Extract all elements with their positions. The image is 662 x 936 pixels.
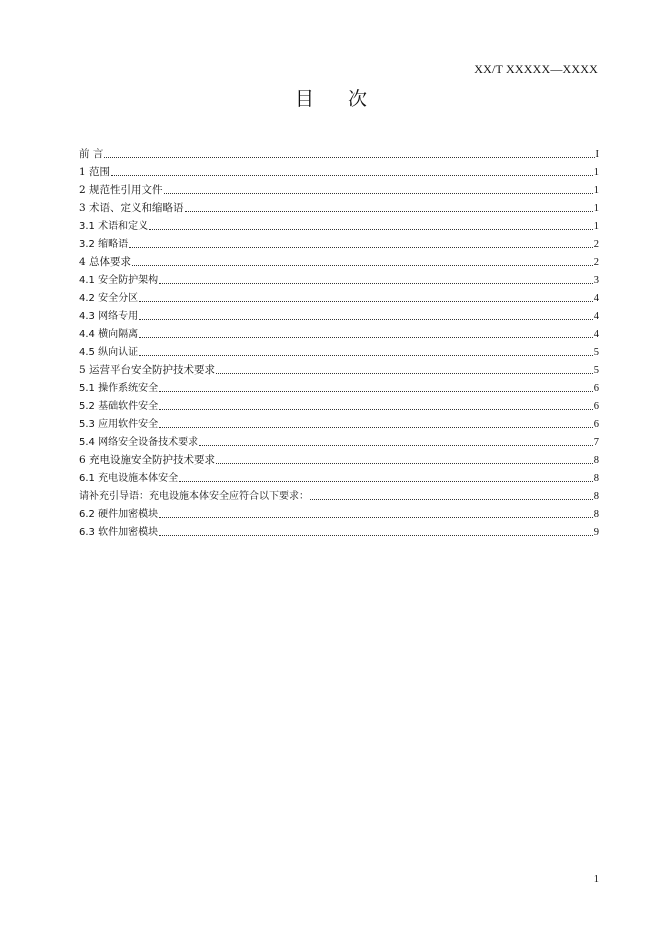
- toc-entry-label: 5.3 应用软件安全: [79, 419, 159, 430]
- toc-leader-dots: [139, 354, 593, 356]
- toc-entry-label: 5.4 网络安全设备技术要求: [79, 437, 199, 448]
- toc-leader-dots: [139, 300, 593, 302]
- toc-entry-3[interactable]: [79, 197, 599, 215]
- toc-entry-label: 1 范围: [79, 166, 111, 178]
- toc-entry-label: 6.3 软件加密模块: [79, 527, 159, 538]
- toc-entry-page: 5: [593, 347, 599, 358]
- toc-entry-page: 6: [593, 401, 599, 412]
- toc-entry-page: 1: [593, 221, 599, 232]
- toc-leader-dots: [139, 318, 593, 320]
- toc-leader-dots: [159, 534, 593, 536]
- toc-entry-3-1[interactable]: [79, 215, 599, 233]
- toc-entry-6-3[interactable]: [79, 521, 599, 539]
- toc-entry-6[interactable]: [79, 449, 599, 467]
- toc-entry-page: 1: [593, 167, 599, 178]
- toc-leader-dots: [104, 156, 594, 158]
- toc-entry-page: 4: [593, 329, 599, 340]
- toc-entry-label: 4.3 网络专用: [79, 311, 139, 322]
- toc-entry-5-4[interactable]: [79, 431, 599, 449]
- toc-leader-dots: [159, 408, 593, 410]
- toc-entry-label: 前 言: [79, 148, 104, 160]
- toc-entry-label: 5.1 操作系统安全: [79, 383, 159, 394]
- toc-entry-6-1[interactable]: [79, 467, 599, 485]
- toc-entry-label: 4.1 安全防护架构: [79, 275, 159, 286]
- toc-entry-page: 8: [593, 455, 599, 466]
- toc-entry-4[interactable]: [79, 251, 599, 269]
- toc-entry-page: 8: [593, 473, 599, 484]
- page-number: 1: [593, 874, 599, 885]
- toc-entry-4-3[interactable]: [79, 305, 599, 323]
- toc-title: 目 次: [294, 88, 382, 110]
- toc-entry-page: 2: [593, 239, 599, 250]
- toc-entry-label: 5.2 基础软件安全: [79, 401, 159, 412]
- toc-entry-label: 6.2 硬件加密模块: [79, 509, 159, 520]
- toc-entry-page: 9: [593, 527, 599, 538]
- toc-leader-dots: [216, 372, 593, 374]
- toc-entry-page: 1: [593, 203, 599, 214]
- table-of-contents: [79, 143, 599, 539]
- toc-entry-5[interactable]: [79, 359, 599, 377]
- toc-entry-page: 5: [593, 365, 599, 376]
- toc-entry-page: 6: [593, 383, 599, 394]
- toc-entry-label: 6.1 充电设施本体安全: [79, 473, 179, 484]
- toc-entry-label: 4.5 纵向认证: [79, 347, 139, 358]
- toc-entry-label: 3 术语、定义和缩略语: [79, 202, 184, 214]
- toc-entry-label: 3.2 缩略语: [79, 239, 129, 250]
- toc-entry-page: 4: [593, 311, 599, 322]
- toc-entry-guide-note[interactable]: [79, 485, 599, 503]
- toc-leader-dots: [164, 192, 593, 194]
- toc-entry-page: 4: [593, 293, 599, 304]
- toc-leader-dots: [139, 336, 593, 338]
- toc-entry-label: 5 运营平台安全防护技术要求: [79, 364, 216, 376]
- toc-entry-label: 3.1 术语和定义: [79, 221, 149, 232]
- toc-leader-dots: [216, 462, 593, 464]
- toc-entry-page: I: [595, 149, 599, 160]
- toc-leader-dots: [179, 480, 593, 482]
- toc-entry-label: 4.4 横向隔离: [79, 329, 139, 340]
- toc-entry-page: 8: [593, 491, 599, 502]
- toc-entry-4-2[interactable]: [79, 287, 599, 305]
- toc-entry-label: 4 总体要求: [79, 256, 132, 268]
- toc-entry-label: 6 充电设施安全防护技术要求: [79, 454, 216, 466]
- toc-entry-preface[interactable]: [79, 143, 599, 161]
- toc-entry-label: 2 规范性引用文件: [79, 184, 163, 196]
- toc-leader-dots: [149, 228, 593, 230]
- toc-entry-4-4[interactable]: [79, 323, 599, 341]
- toc-leader-dots: [199, 444, 593, 446]
- toc-entry-2[interactable]: [79, 179, 599, 197]
- toc-entry-4-1[interactable]: [79, 269, 599, 287]
- toc-leader-dots: [185, 210, 593, 212]
- toc-leader-dots: [310, 498, 593, 500]
- toc-entry-label: 4.2 安全分区: [79, 293, 139, 304]
- toc-entry-5-2[interactable]: [79, 395, 599, 413]
- toc-leader-dots: [129, 246, 593, 248]
- toc-entry-page: 1: [593, 185, 599, 196]
- toc-entry-5-3[interactable]: [79, 413, 599, 431]
- toc-leader-dots: [132, 264, 593, 266]
- toc-entry-page: 2: [593, 257, 599, 268]
- toc-entry-3-2[interactable]: [79, 233, 599, 251]
- toc-leader-dots: [111, 174, 593, 176]
- toc-leader-dots: [159, 282, 593, 284]
- toc-leader-dots: [159, 516, 593, 518]
- standard-code: XX/T XXXXX—XXXX: [474, 62, 598, 76]
- toc-entry-5-1[interactable]: [79, 377, 599, 395]
- toc-entry-page: 8: [593, 509, 599, 520]
- toc-leader-dots: [159, 426, 593, 428]
- toc-entry-page: 3: [593, 275, 599, 286]
- toc-entry-label: 请补充引导语：充电设施本体安全应符合以下要求：: [79, 491, 309, 502]
- toc-entry-6-2[interactable]: [79, 503, 599, 521]
- toc-entry-1[interactable]: [79, 161, 599, 179]
- toc-entry-page: 7: [593, 437, 599, 448]
- toc-entry-4-5[interactable]: [79, 341, 599, 359]
- toc-entry-page: 6: [593, 419, 599, 430]
- toc-leader-dots: [159, 390, 593, 392]
